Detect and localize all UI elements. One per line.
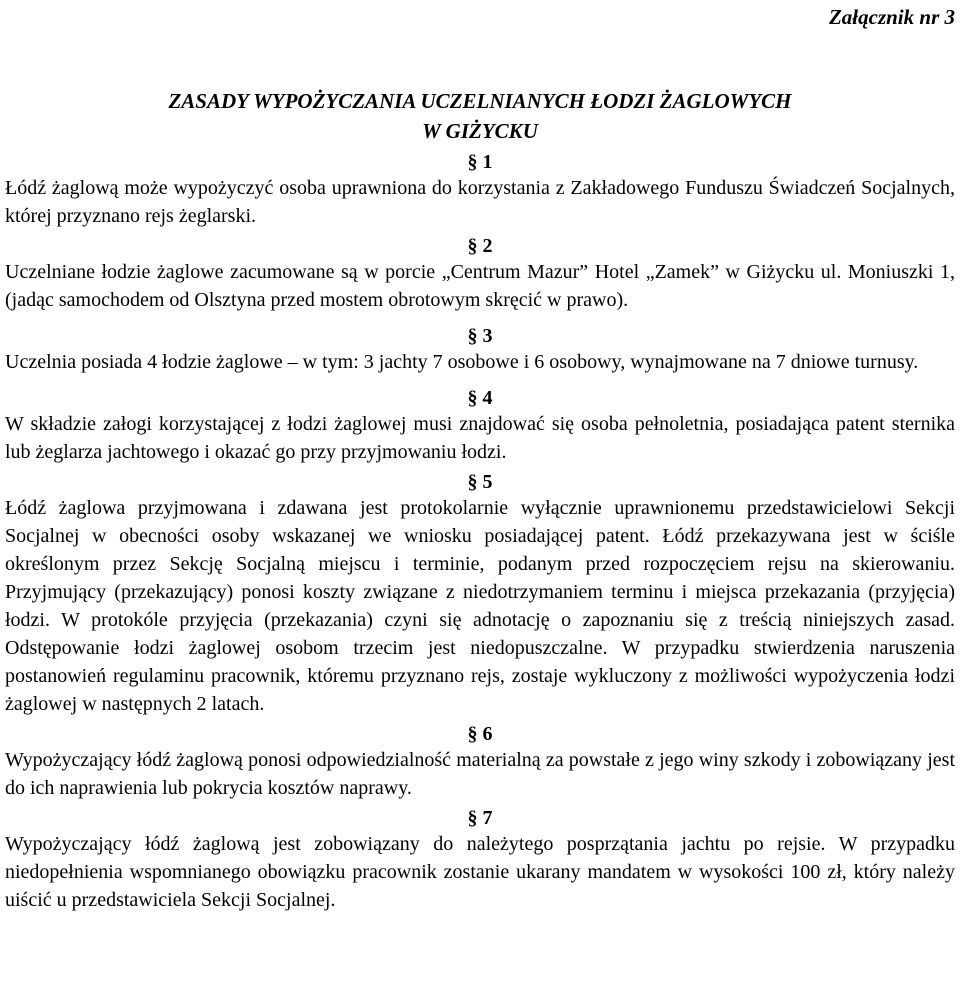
section-text: Łódź żaglowa przyjmowana i zdawana jest protokolarnie wyłącznie uprawnionemu przedstawicielowi Sekcji Socjalnej w obecności osoby wskazanej we wniosku posiadającej patent. Łódź przekazywana jest w ściśle określonym przez Sekcję Socjalną miejscu i terminie, podanym przed rozpoczęciem rejsu na skierowaniu. Przyjmujący (przekazujący) ponosi koszty związane z niedotrzymaniem terminu i miejsca przekazania (przyjęcia) łodzi. W protokóle przyjęcia (przekazania) czyni się adnotację o zapoznaniu się z treścią niniejszych zasad. Odstępowanie łodzi żaglowej osobom trzecim jest niedopuszczalne. W przypadku stwierdzenia naruszenia postanowień regulaminu pracownik, któremu przyznano rejs, zostaje wykluczony z możliwości wypożyczenia łodzi żaglowej w następnych 2 latach. [5,497,955,715]
section-text: Łódź żaglową może wypożyczyć osoba uprawniona do korzystania z Zakładowego Funduszu Świadczeń Socjalnych, której przyznano rejs żeglarski. [5,177,955,227]
section-heading: § 4 [467,387,493,409]
section-text: Wypożyczający łódź żaglową ponosi odpowiedzialność materialną za powstałe z jego winy szkody i zobowiązany jest do ich naprawienia lub pokrycia kosztów naprawy. [5,749,955,799]
section-text: Uczelnia posiada 4 łodzie żaglowe – w tym: 3 jachty 7 osobowe i 6 osobowy, wynajmowane na 7 dniowe turnusy. [5,351,919,373]
section-text: W składzie załogi korzystającej z łodzi żaglowej musi znajdować się osoba pełnoletnia, posiadająca patent sternika lub żeglarza jachtowego i okazać go przy przyjmowaniu łodzi. [5,413,955,463]
section-3 [5,324,955,376]
section-2 [5,234,955,314]
section-heading: § 1 [467,151,493,173]
section-heading: § 2 [467,235,493,257]
section-heading: § 5 [467,471,493,493]
section-heading: § 6 [467,723,493,745]
section-7 [5,806,955,914]
section-5 [5,470,955,718]
section-heading: § 3 [467,325,493,347]
title-line-2: W GIŻYCKU [422,119,538,143]
section-4 [5,386,955,466]
attachment-label: Załącznik nr 3 [828,5,955,29]
section-6 [5,722,955,802]
title-line-1: ZASADY WYPOŻYCZANIA UCZELNIANYCH ŁODZI ŻAGLOWYCH [168,89,792,113]
document-title [5,86,955,146]
section-text: Wypożyczający łódź żaglową jest zobowiązany do należytego posprzątania jachtu po rejsie. W przypadku niedopełnienia wspomnianego obowiązku pracownik zostanie ukarany mandatem w wysokości 100 zł, który należy uiścić u przedstawiciela Sekcji Socjalnej. [5,833,955,911]
section-1 [5,150,955,230]
document-page [5,0,955,914]
section-text: Uczelniane łodzie żaglowe zacumowane są w porcie „Centrum Mazur” Hotel „Zamek” w Giżycku ul. Moniuszki 1, (jadąc samochodem od Olsztyna przed mostem obrotowym skręcić w prawo). [5,261,955,311]
section-heading: § 7 [467,807,493,829]
